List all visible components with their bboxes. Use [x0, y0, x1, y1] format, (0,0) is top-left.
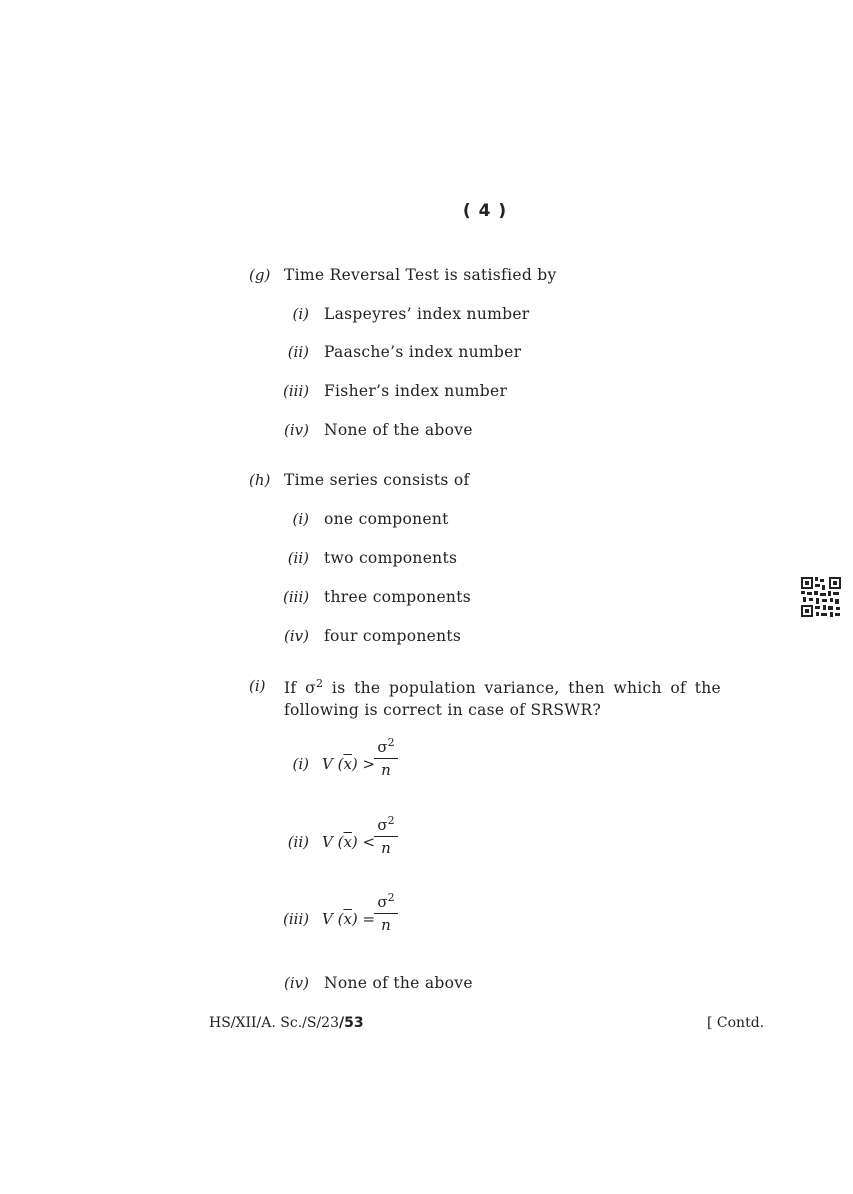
fraction: $\frac{\sigma^2}{n}$: [374, 816, 398, 857]
paper-code: HS/XII/A. Sc./S/23/53: [209, 1015, 364, 1031]
variance-expression: V $(\overline{x})$ =: [322, 910, 376, 928]
fraction: $\frac{\sigma^2}{n}$: [374, 738, 398, 779]
question-h-option-text: one component: [324, 510, 449, 528]
question-i-option-text: None of the above: [324, 974, 473, 992]
question-g-option-text: Fisher’s index number: [324, 382, 508, 400]
question-i-option-label: (ii): [287, 833, 309, 851]
contd-label: [ Contd.: [707, 1015, 765, 1031]
question-g-option-label: (ii): [287, 343, 309, 361]
qr-code: [801, 577, 841, 617]
question-g-option-text: Paasche’s index number: [324, 343, 522, 361]
question-g-option-label: (i): [292, 305, 309, 323]
question-h-label: (h): [249, 471, 271, 489]
question-i-option-label: (iv): [284, 974, 309, 992]
page-number: ( 4 ): [462, 201, 508, 221]
question-i-label: (i): [249, 677, 266, 695]
question-h-option-label: (iv): [284, 627, 309, 645]
question-i-option-label: (iii): [283, 910, 310, 928]
question-h-option-label: (i): [292, 510, 309, 528]
question-h-option-text: four components: [324, 627, 462, 645]
question-i-text: If $\sigma^2$ is the population variance, then which of the following is correct in case of SRSWR?: [284, 676, 721, 719]
question-g-option-text: None of the above: [324, 421, 473, 439]
question-g-text: Time Reversal Test is satisfied by: [284, 266, 557, 284]
variance-expression: V $(\overline{x})$ >: [322, 755, 376, 773]
question-i-option-label: (i): [292, 755, 309, 773]
question-g-option-text: Laspeyres’ index number: [324, 305, 530, 323]
question-h-option-label: (ii): [287, 549, 309, 567]
variance-expression: V $(\overline{x})$ <: [322, 833, 376, 851]
question-g-option-label: (iv): [284, 421, 309, 439]
question-g-option-label: (iii): [283, 382, 310, 400]
question-h-option-text: three components: [324, 588, 471, 606]
question-h-option-label: (iii): [283, 588, 310, 606]
fraction: $\frac{\sigma^2}{n}$: [374, 893, 398, 934]
question-h-text: Time series consists of: [284, 471, 470, 489]
question-g-label: (g): [249, 266, 271, 284]
question-h-option-text: two components: [324, 549, 458, 567]
